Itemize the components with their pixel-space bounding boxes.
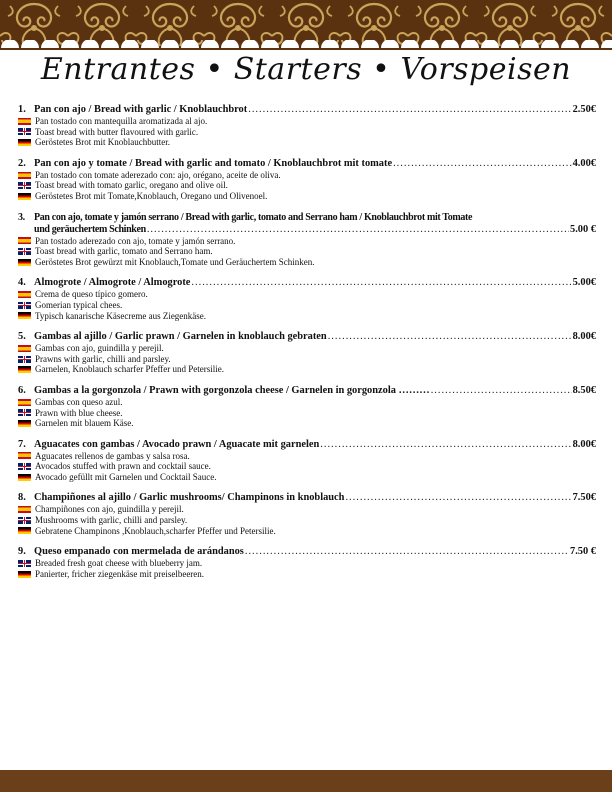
item-price: 2.50€ bbox=[572, 104, 596, 115]
item-name: Aguacates con gambas / Avocado prawn / Aguacate mit garnelen bbox=[34, 438, 320, 450]
flag-germany-icon bbox=[18, 259, 31, 266]
item-description bbox=[18, 127, 596, 138]
flag-uk-icon bbox=[18, 517, 31, 524]
flag-spain-icon bbox=[18, 237, 31, 244]
menu-item-header bbox=[18, 158, 596, 170]
flag-spain-icon bbox=[18, 118, 31, 125]
menu-item bbox=[18, 158, 596, 202]
item-name: Pan con ajo / Bread with garlic / Knoblauchbrot bbox=[34, 104, 248, 115]
menu-item bbox=[18, 546, 596, 579]
menu-item-header bbox=[18, 331, 596, 343]
flag-germany-icon bbox=[18, 527, 31, 534]
menu-item-header bbox=[18, 104, 596, 116]
item-description bbox=[18, 300, 596, 311]
menu-item bbox=[18, 104, 596, 148]
description-text: Prawn with blue cheese. bbox=[35, 407, 123, 418]
item-description bbox=[18, 397, 596, 408]
item-description bbox=[18, 191, 596, 202]
description-text: Pan tostado con mantequilla aromatizada al ajo. bbox=[35, 116, 208, 126]
item-description bbox=[18, 236, 596, 247]
flag-germany-icon bbox=[18, 474, 31, 481]
flag-uk-icon bbox=[18, 409, 31, 416]
flag-uk-icon bbox=[18, 182, 31, 189]
item-description bbox=[18, 257, 596, 268]
description-text: Geröstetes Brot gewürzt mit Knoblauch,Tomate und Geräuchertem Schinken. bbox=[35, 256, 315, 267]
description-text: Prawns with garlic, chilli and parsley. bbox=[35, 353, 171, 364]
item-description bbox=[18, 170, 596, 181]
item-description bbox=[18, 451, 596, 462]
item-description bbox=[18, 343, 596, 354]
menu-item-header bbox=[18, 492, 596, 504]
item-name: Pan con ajo y tomate / Bread with garlic and tomato / Knoblauchbrot mit tomate bbox=[34, 157, 393, 169]
item-number: 7. bbox=[18, 438, 26, 450]
menu-item bbox=[18, 439, 596, 483]
item-description bbox=[18, 137, 596, 148]
item-description bbox=[18, 569, 596, 580]
description-text: Panierter, fricher ziegenkäse mit preiselbeeren. bbox=[35, 568, 205, 579]
dot-leader bbox=[320, 439, 571, 451]
footer-bar bbox=[0, 770, 612, 792]
description-text: Gebratene Champinons ,Knoblauch,scharfer Pfeffer und Petersilie. bbox=[35, 525, 276, 536]
flag-spain-icon bbox=[18, 345, 31, 352]
item-number: 6. bbox=[18, 384, 26, 396]
description-text: Geröstetes Brot mit Tomate,Knoblauch, Oregano und Olivenoel. bbox=[35, 190, 268, 201]
dot-leader bbox=[245, 546, 569, 558]
flag-spain-icon bbox=[18, 452, 31, 459]
item-name: Gambas a la gorgonzola / Prawn with gorgonzola cheese / Garnelen in gorgonzola ……… bbox=[34, 384, 430, 396]
item-name: Queso empanado con mermelada de arándanos bbox=[34, 546, 244, 558]
description-text: Aguacates rellenos de gambas y salsa rosa. bbox=[35, 450, 190, 461]
damask-pattern bbox=[0, 0, 612, 50]
menu-item-header bbox=[18, 277, 596, 289]
description-text: Toast bread with tomato garlic, oregano and olive oil. bbox=[35, 180, 228, 191]
item-description bbox=[18, 180, 596, 191]
flag-uk-icon bbox=[18, 356, 31, 363]
flag-spain-icon bbox=[18, 506, 31, 513]
menu-item bbox=[18, 212, 596, 268]
menu-list bbox=[18, 104, 596, 589]
menu-item bbox=[18, 331, 596, 375]
dot-leader bbox=[147, 224, 569, 236]
item-number: 1. bbox=[18, 104, 26, 115]
item-price: 5.00 € bbox=[570, 223, 596, 235]
menu-item bbox=[18, 385, 596, 429]
item-name-continued: und geräuchertem Schinken bbox=[34, 223, 146, 235]
description-text: Champiñones con ajo, guindilla y perejil. bbox=[35, 504, 184, 515]
item-description bbox=[18, 461, 596, 472]
description-text: Avocado gefüllt mit Garnelen und Cocktail Sauce. bbox=[35, 471, 217, 482]
description-text: Pan tostado aderezado con ajo, tomate y jamón serrano. bbox=[35, 235, 236, 246]
flag-uk-icon bbox=[18, 302, 31, 309]
item-price: 8.50€ bbox=[572, 384, 596, 396]
item-description bbox=[18, 364, 596, 375]
menu-item-header bbox=[18, 439, 596, 451]
item-number: 2. bbox=[18, 157, 26, 169]
flag-uk-icon bbox=[18, 463, 31, 470]
item-price: 5.00€ bbox=[572, 277, 596, 289]
dot-leader bbox=[248, 104, 571, 116]
item-number: 8. bbox=[18, 492, 26, 504]
dot-leader bbox=[328, 331, 572, 343]
flag-germany-icon bbox=[18, 312, 31, 319]
item-description bbox=[18, 116, 596, 127]
flag-germany-icon bbox=[18, 420, 31, 427]
item-description bbox=[18, 558, 596, 569]
item-description bbox=[18, 515, 596, 526]
dot-leader bbox=[345, 492, 571, 504]
description-text: Garnelen, Knoblauch scharfer Pfeffer und Petersilie. bbox=[35, 364, 225, 375]
item-price: 7.50€ bbox=[572, 492, 596, 504]
item-description bbox=[18, 289, 596, 300]
item-name: Almogrote / Almogrote / Almogrote bbox=[34, 277, 191, 289]
menu-item bbox=[18, 492, 596, 536]
description-text: Geröstetes Brot mit Knoblauchbutter. bbox=[35, 137, 170, 148]
item-description bbox=[18, 354, 596, 365]
description-text: Garnelen mit blauem Käse. bbox=[35, 418, 134, 429]
description-text: Avocados stuffed with prawn and cocktail sauce. bbox=[35, 461, 211, 472]
item-name: Gambas al ajillo / Garlic prawn / Garnelen in knoblauch gebraten bbox=[34, 331, 327, 343]
item-price: 4.00€ bbox=[572, 157, 596, 169]
description-text: Mushrooms with garlic, chilli and parsley. bbox=[35, 515, 188, 526]
flag-spain-icon bbox=[18, 172, 31, 179]
flag-uk-icon bbox=[18, 560, 31, 567]
flag-germany-icon bbox=[18, 366, 31, 373]
item-number: 5. bbox=[18, 331, 26, 343]
menu-item bbox=[18, 277, 596, 321]
page-title: Entrantes • Starters • Vorspeisen bbox=[40, 52, 572, 87]
menu-item-header bbox=[18, 212, 596, 236]
item-name: Champiñones al ajillo / Garlic mushrooms/ Champinons in knoblauch bbox=[34, 492, 345, 504]
description-text: Crema de queso típico gomero. bbox=[35, 289, 148, 300]
item-description bbox=[18, 408, 596, 419]
dot-leader bbox=[191, 277, 571, 289]
description-text: Gambas con ajo, guindilla y perejil. bbox=[35, 343, 164, 354]
item-description bbox=[18, 504, 596, 515]
flag-uk-icon bbox=[18, 128, 31, 135]
description-text: Breaded fresh goat cheese with blueberry jam. bbox=[35, 558, 203, 569]
description-text: Toast bread with garlic, tomato and Serrano ham. bbox=[35, 246, 213, 257]
menu-item-header bbox=[18, 546, 596, 558]
description-text: Toast bread with butter flavoured with garlic. bbox=[35, 126, 199, 137]
item-description bbox=[18, 246, 596, 257]
item-price: 7.50 € bbox=[570, 546, 596, 558]
item-description bbox=[18, 311, 596, 322]
item-number: 4. bbox=[18, 277, 26, 289]
flag-spain-icon bbox=[18, 291, 31, 298]
flag-germany-icon bbox=[18, 193, 31, 200]
flag-germany-icon bbox=[18, 571, 31, 578]
dot-leader bbox=[431, 385, 572, 397]
item-number: 9. bbox=[18, 546, 26, 558]
ornamental-banner bbox=[0, 0, 612, 50]
description-text: Gambas con queso azul. bbox=[35, 396, 123, 407]
description-text: Gomerian typical chees. bbox=[35, 299, 123, 310]
flag-germany-icon bbox=[18, 139, 31, 146]
item-number: 3. bbox=[18, 211, 25, 223]
description-text: Typisch kanarische Käsecreme aus Ziegenkäse. bbox=[35, 310, 207, 321]
flag-uk-icon bbox=[18, 248, 31, 255]
item-price: 8.00€ bbox=[572, 438, 596, 450]
item-description bbox=[18, 472, 596, 483]
description-text: Pan tostado con tomate aderezado con: ajo, orégano, aceite de oliva. bbox=[35, 169, 281, 180]
item-description bbox=[18, 418, 596, 429]
item-name: Pan con ajo, tomate y jamón serrano / Bread with garlic, tomato and Serrano ham / Knoblauchbrot mit Tomate bbox=[34, 211, 473, 223]
item-price: 8.00€ bbox=[572, 331, 596, 343]
item-description bbox=[18, 526, 596, 537]
menu-item-header bbox=[18, 385, 596, 397]
dot-leader bbox=[393, 158, 572, 170]
flag-spain-icon bbox=[18, 399, 31, 406]
